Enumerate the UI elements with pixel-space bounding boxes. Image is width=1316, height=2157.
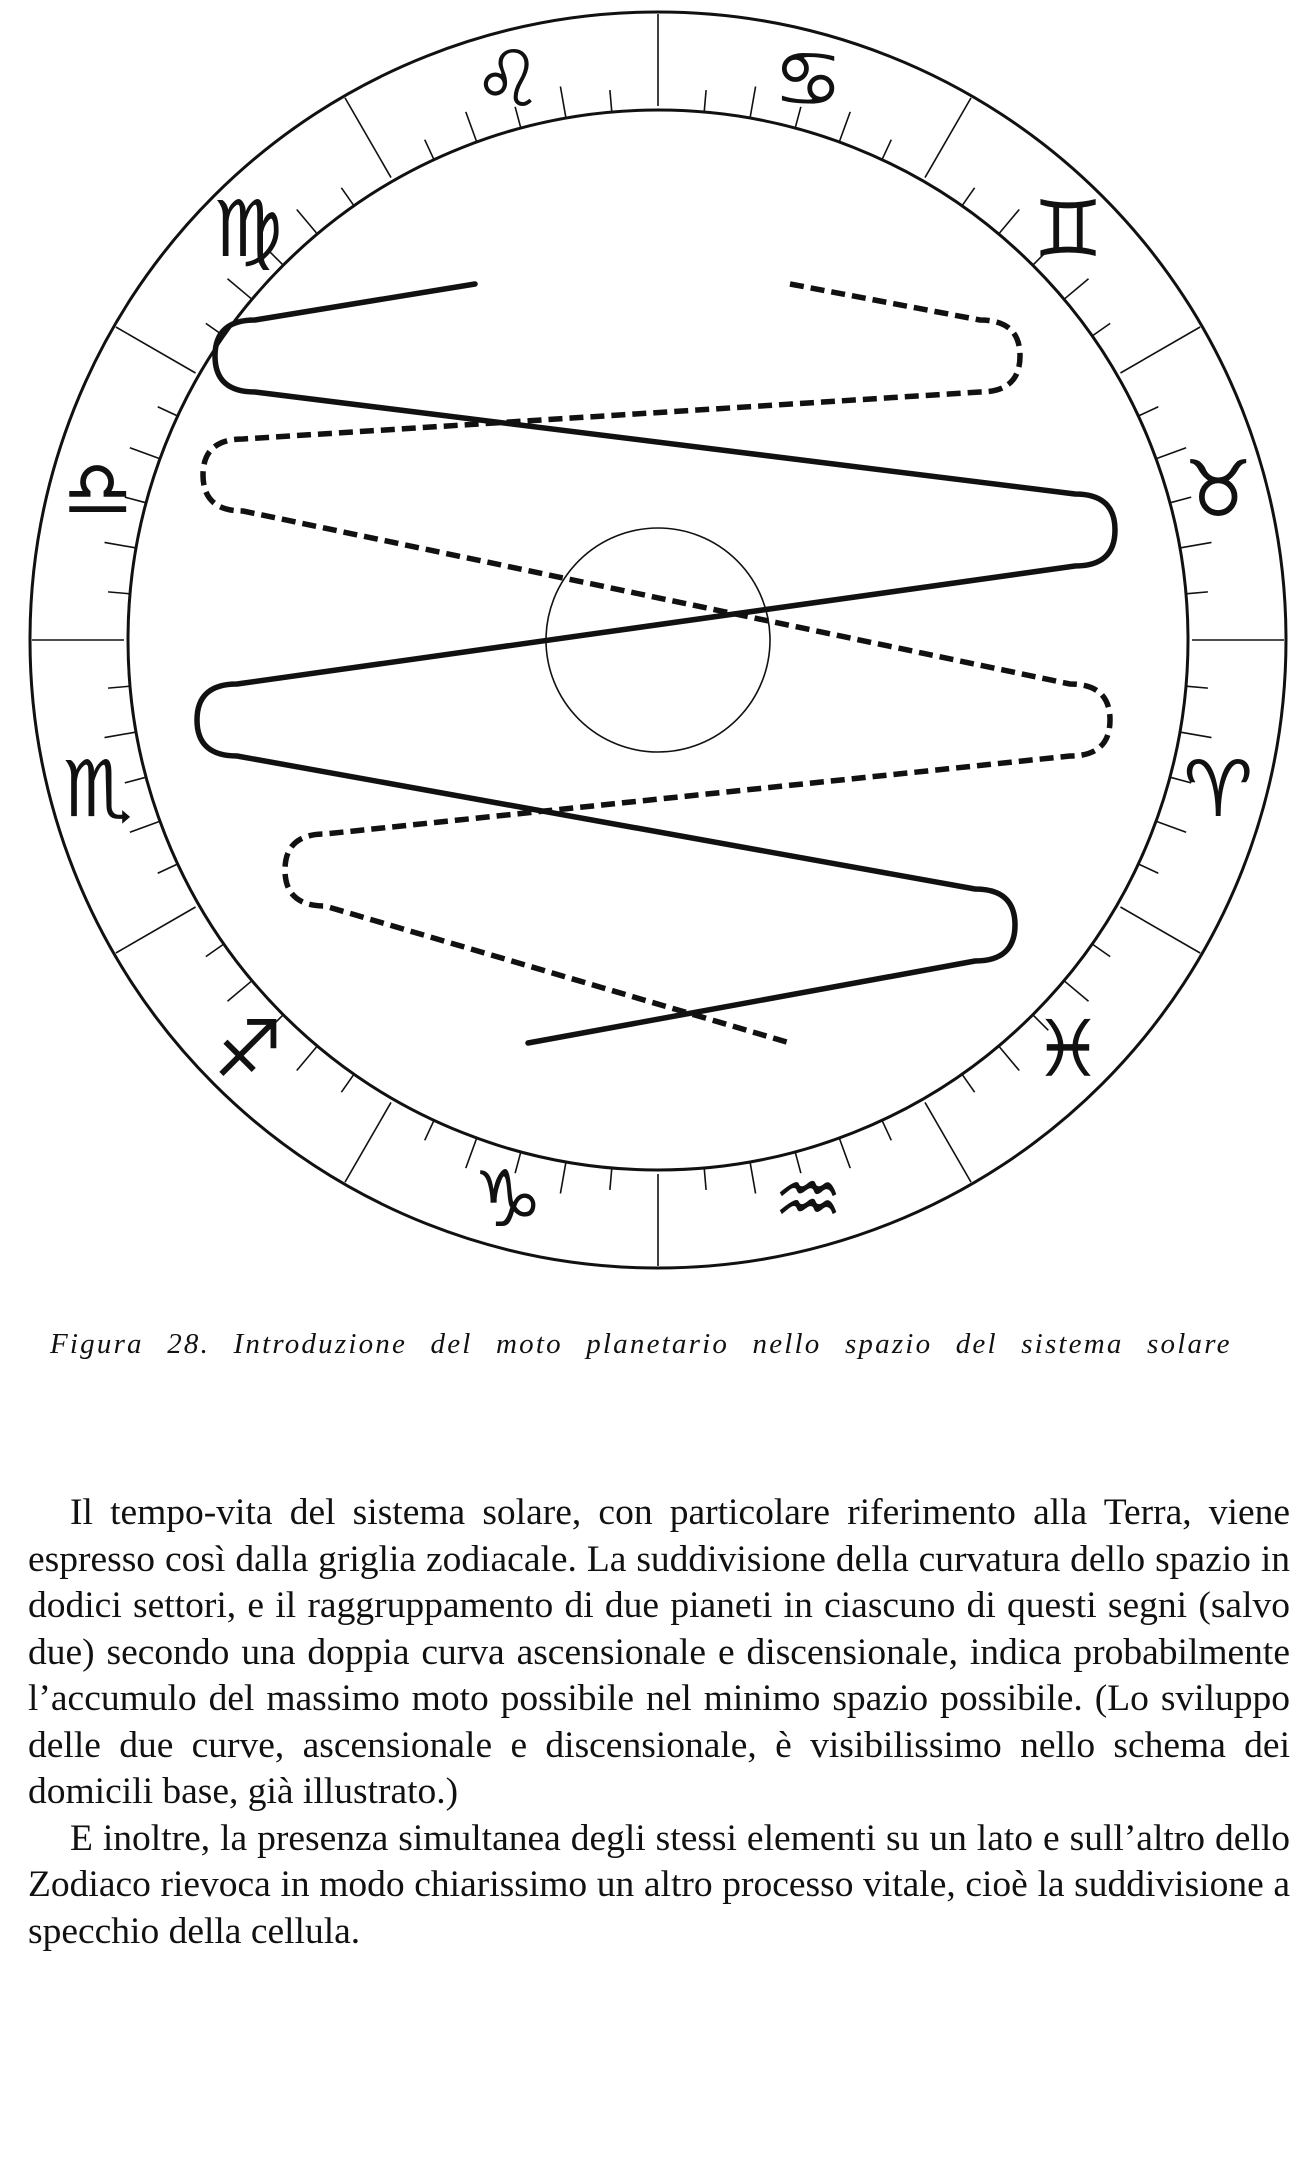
zodiac-glyph-libra: ♎: [62, 444, 133, 535]
degree-tick: [962, 188, 975, 206]
dashed-curve: [203, 284, 1110, 1043]
degree-tick: [105, 542, 137, 548]
degree-tick: [610, 90, 612, 112]
figure-caption: Figura 28. Introduzione del moto planetario nello spazio del sistema solare: [50, 1328, 1232, 1360]
sun-circle: [546, 528, 770, 752]
degree-tick: [882, 140, 891, 160]
zodiac-glyph-cancer: ♋: [773, 34, 844, 125]
degree-tick: [1186, 686, 1208, 688]
degree-tick: [999, 209, 1020, 234]
degree-tick: [882, 1120, 891, 1140]
sector-divider: [345, 1102, 391, 1182]
zodiac-glyph-virgo: ♍: [212, 184, 283, 275]
degree-tick: [750, 1162, 756, 1194]
paragraph-1: Il tempo-vita del sistema solare, con particolare riferimento alla Terra, viene espresso così dalla griglia zodiacale. La suddivisione della curvatura dello spazio in dodici settori, e il raggruppamento di due pianeti in ciascuno di questi segni (salvo due) secondo una doppia curva ascensionale e discensionale, indica probabilmente l’accumulo del massimo moto possibile nel minimo spazio possibile. (Lo sviluppo delle due curve, ascensionale e discensionale, è visibilissimo nello schema dei domicili base, già illustrato.): [28, 1492, 1290, 1812]
degree-tick: [1092, 323, 1110, 336]
zodiac-glyph-taurus: ♉: [1183, 444, 1254, 535]
degree-tick: [1092, 944, 1110, 957]
zodiac-glyph-aries: ♈: [1183, 745, 1254, 836]
degree-tick: [1138, 407, 1158, 416]
zodiac-glyph-capricorn: ♑: [472, 1155, 543, 1246]
degree-tick: [158, 864, 178, 873]
degree-tick: [227, 981, 252, 1002]
degree-tick: [158, 407, 178, 416]
degree-tick: [750, 87, 756, 119]
sector-divider: [925, 98, 971, 178]
degree-tick: [341, 1074, 354, 1092]
degree-tick: [297, 1046, 318, 1071]
degree-tick: [206, 944, 224, 957]
zodiac-glyphs: [63, 35, 1253, 1245]
degree-tick: [108, 592, 130, 594]
sector-divider: [925, 1102, 971, 1182]
degree-tick: [704, 90, 706, 112]
degree-tick: [227, 279, 252, 300]
degree-tick: [1064, 981, 1089, 1002]
degree-tick: [341, 188, 354, 206]
zodiac-glyph-aquarius: ♒: [773, 1155, 844, 1246]
zodiac-glyph-gemini: ♊: [1033, 184, 1104, 275]
degree-tick: [1180, 732, 1212, 738]
degree-tick: [560, 87, 566, 119]
degree-tick: [1180, 542, 1212, 548]
degree-tick: [1064, 279, 1089, 300]
body-text: [28, 1490, 1290, 1955]
degree-tick: [999, 1046, 1020, 1071]
degree-tick: [1156, 821, 1186, 832]
zodiac-glyph-leo: ♌: [472, 34, 543, 125]
degree-tick: [560, 1162, 566, 1194]
degree-tick: [425, 140, 434, 160]
inner-ring: [128, 110, 1188, 1170]
degree-tick: [425, 1120, 434, 1140]
sector-divider: [1120, 327, 1200, 373]
sector-divider: [1120, 907, 1200, 953]
degree-tick: [610, 1168, 612, 1190]
sector-divider: [345, 98, 391, 178]
degree-tick: [130, 821, 160, 832]
degree-tick: [1156, 448, 1186, 459]
degree-tick: [962, 1074, 975, 1092]
zodiac-glyph-scorpio: ♏: [62, 745, 133, 836]
degree-tick: [105, 732, 137, 738]
zodiac-glyph-pisces: ♓: [1033, 1005, 1104, 1096]
degree-tick: [130, 448, 160, 459]
planetary-curves: [197, 284, 1115, 1043]
sector-divider: [116, 907, 196, 953]
zodiac-glyph-sagittarius: ♐: [212, 1005, 283, 1096]
degree-tick: [297, 209, 318, 234]
degree-tick: [1138, 864, 1158, 873]
degree-tick: [108, 686, 130, 688]
degree-tick: [1186, 592, 1208, 594]
paragraph-2: E inoltre, la presenza simultanea degli stessi elementi su un lato e sull’altro dello Zodiaco rievoca in modo chiarissimo un altro processo vitale, cioè la suddivisione a specchio della cellula.: [28, 1817, 1290, 1952]
solid-curve: [197, 284, 1115, 1043]
sector-divider: [116, 327, 196, 373]
degree-tick: [704, 1168, 706, 1190]
